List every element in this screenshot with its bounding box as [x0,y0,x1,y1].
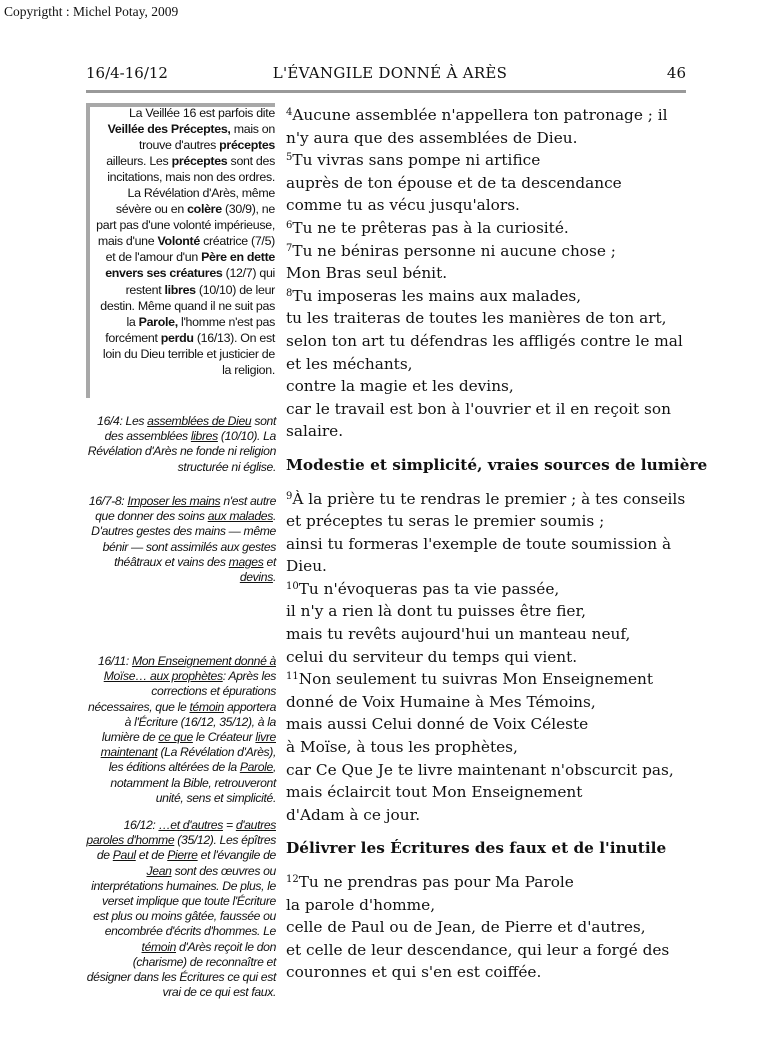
verse-line: $^{12}$Tu ne prendras pas pour Ma Parole [286,873,574,891]
verse-line: Mon Bras seul bénit. [286,264,448,283]
verse-line: et préceptes tu seras le premier soumis ; [286,512,605,531]
verse-number: 7 [286,242,293,254]
verse-line: salaire. [286,422,344,441]
verse-number: 10 [286,580,299,592]
verse-line: auprès de ton épouse et de ta descendance [286,173,622,192]
verse-line: ainsi tu formeras l'exemple de toute soumission à [286,534,672,553]
verse-line: selon ton art tu défendras les affligés contre le mal [286,331,683,350]
verse-line: d'Adam à ce jour. [286,805,421,824]
margin-note-16-12: 16/12: …et d'autres = d'autres paroles d'homme (35/12). Les épîtres de Paul et de Pierre et l'évangile de Jean sont des œuvres ou interprétations humaines. De plus, le verset implique que toute l'Écriture est plus ou moins gâtée, faussée ou encombrée d'écrits d'hommes. Le témoin d'Arès reçoit le don (charisme) de reconnaître et désigner dans les Écritures ce qui est vrai de ce qui est faux. [86,818,276,1000]
section-heading: Délivrer les Écritures des faux et de l'inutile [286,839,667,858]
header-page-number: 46 [666,64,686,82]
verse-line: $^{11}$Non seulement tu suivras Mon Enseignement [286,670,654,689]
sidebar-box-text: La Veillée 16 est parfois dite Veillée des Préceptes, mais on trouve d'autres préceptes ailleurs. Les préceptes sont des incitations, mais non des ordres. La Révélation d'Arès, même sévère ou en colère (30/9), ne part pas d'une volonté impérieuse, mais d'une Volonté créatrice (7/5) et de l'amour d'un Père en dette envers ses créatures (12/7) qui restent libres (10/10) de leur destin. Même quand il ne suit pas la Parole, l'homme n'est pas forcément perdu (16/13). On est loin du Dieu terrible et justicier de la religion. [96,106,275,377]
verse-line: mais éclaircit tout Mon Enseignement [286,783,583,802]
verse-number: 5 [286,152,293,164]
margin-note-16-11: 16/11: Mon Enseignement donné à Moïse… aux prophètes: Après les corrections et épurations nécessaires, que le témoin apportera à l'Écriture (16/12, 35/12), à la lumière de ce que le Créateur livre maintenant (La Révélation d'Arès), les éditions altérées de la Parole, notamment la Bible, retrouveront unité, sens et simplicité. [88,654,276,805]
verse-line: à Moïse, à tous les prophètes, [286,738,518,757]
margin-note-16-4: 16/4: Les assemblées de Dieu sont des assemblées libres (10/10). La Révélation d'Arès ne fonde ni religion structurée ni église. [87,414,276,474]
header-verse-range: 16/4-16/12 [86,64,168,82]
verse-line: mais aussi Celui donné de Voix Céleste [286,715,589,734]
scripture-text [286,104,708,984]
copyright-notice: Copyrigtht : Michel Potay, 2009 [4,4,179,19]
header-book-title: L'ÉVANGILE DONNÉ À ARÈS [272,64,508,82]
verse-number: 8 [286,287,293,299]
verse-line: celle de Paul ou de Jean, de Pierre et d'autres, [286,918,646,937]
verse-line: couronnes et qui s'en est coiffée. [286,963,542,982]
verse-number: 9 [286,490,293,502]
verse-line: car Ce Que Je te livre maintenant n'obscurcit pas, [286,760,674,779]
header-rule [86,90,686,93]
verse-line: il n'y a rien là dont tu puisses être fier, [286,602,586,621]
verse-line: et celle de leur descendance, qui leur a forgé des [286,940,670,959]
verse-line: car le travail est bon à l'ouvrier et il en reçoit son [286,399,671,418]
verse-line: comme tu as vécu jusqu'alors. [286,196,520,215]
verse-line: Dieu. [286,557,327,576]
section-heading: Modestie et simplicité, vraies sources de lumière [286,455,708,474]
verse-line: la parole d'homme, [286,895,436,914]
verse-line: $^6$Tu ne te prêteras pas à la curiosité. [286,218,569,237]
verse-line: $^8$Tu imposeras les mains aux malades, [286,286,582,305]
verse-line: n'y aura que des assemblées de Dieu. [286,128,578,147]
verse-line: et les méchants, [286,354,413,373]
verse-number: 12 [286,874,299,885]
verse-number: 11 [286,671,299,683]
verse-number: 6 [286,219,293,231]
verse-line: $^{10}$Tu n'évoqueras pas ta vie passée, [286,579,560,598]
verse-line: mais tu revêts aujourd'hui un manteau neuf, [286,625,631,644]
verse-line: contre la magie et les devins, [286,377,514,396]
verse-line: tu les traiteras de toutes les manières de ton art, [286,309,667,328]
verse-line: donné de Voix Humaine à Mes Témoins, [286,692,596,711]
verse-number: 4 [286,107,293,118]
margin-note-16-7-8: 16/7-8: Imposer les mains n'est autre que donner des soins aux malades. D'autres gestes des mains — même bénir — sont assimilés aux gestes théâtraux et vains des mages et devins. [88,494,276,585]
verse-line: $^9$À la prière tu te rendras le premier ; à tes conseils [286,489,686,508]
verse-line: celui du serviteur du temps qui vient. [286,647,578,666]
verse-line: $^5$Tu vivras sans pompe ni artifice [286,151,541,170]
verse-line: $^4$Aucune assemblée n'appellera ton patronage ; il [286,106,668,124]
verse-line: $^7$Tu ne béniras personne ni aucune chose ; [286,241,616,260]
